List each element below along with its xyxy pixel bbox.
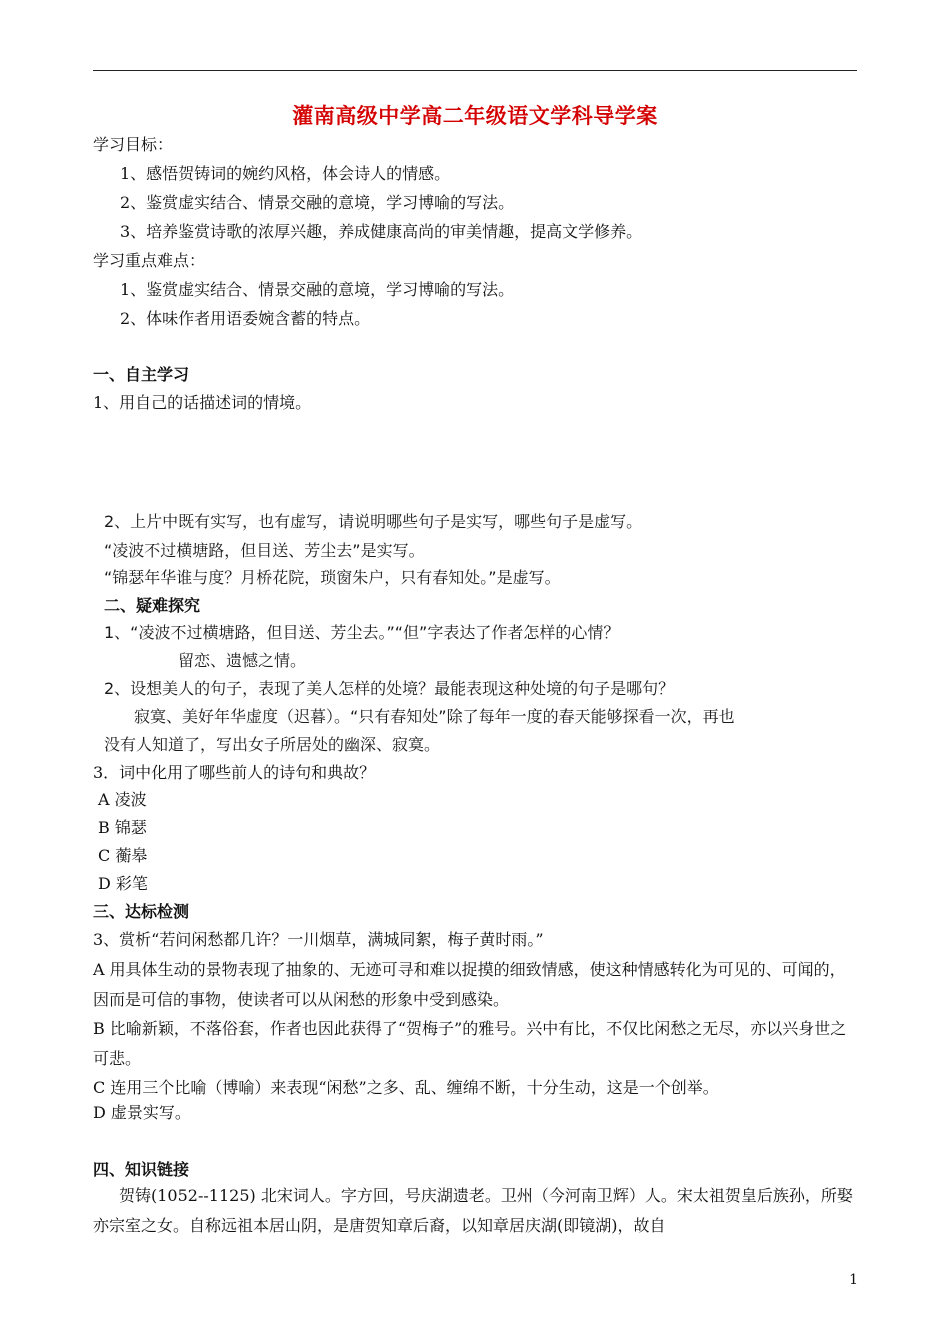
- section-3-answer-a: A 用具体生动的景物表现了抽象的、无迹可寻和难以捉摸的细致情感，使这种情感转化为可见的、可闻的，因而是可信的事物，使读者可以从闲愁的形象中受到感染。: [93, 960, 846, 1009]
- option-item: D 彩笔: [98, 874, 148, 893]
- key-points-label: 学习重点难点：: [93, 251, 206, 270]
- key-point-item: 2、体味作者用语委婉含蓄的特点。: [120, 309, 371, 328]
- section-2-answer-2b: 没有人知道了，写出女子所居处的幽深、寂寞。: [104, 735, 441, 754]
- option-item: C 蘅皋: [98, 846, 148, 865]
- section-2-question-2: 2、设想美人的句子，表现了美人怎样的处境？最能表现这种处境的句子是哪句？: [104, 679, 675, 698]
- section-1-heading: 一、自主学习: [93, 365, 190, 384]
- section-4-paragraph: 贺铸(1052--1125) 北宋词人。字方回，号庆湖遗老。卫州（今河南卫辉）人。宋太祖贺皇后族孙，所娶亦宗室之女。自称远祖本居山阴，是唐贺知章后裔，以知章居庆湖(即镜湖)，故自: [93, 1186, 853, 1235]
- section-3-answer-d: D 虚景实写。: [93, 1103, 191, 1122]
- section-3-answer-b: B 比喻新颖，不落俗套，作者也因此获得了“贺梅子”的雅号。兴中有比，不仅比闲愁之无尽，亦以兴身世之可悲。: [93, 1019, 847, 1068]
- section-2-answer-2a: 寂寞、美好年华虚度（迟暮）。“只有春知处”除了每年一度的春天能够探看一次，再也: [134, 707, 735, 726]
- goal-item: 2、鉴赏虚实结合、情景交融的意境，学习博喻的写法。: [120, 193, 515, 212]
- section-4-heading: 四、知识链接: [93, 1160, 190, 1179]
- goal-item: 1、感悟贺铸词的婉约风格，体会诗人的情感。: [120, 164, 451, 183]
- section-3-answer-c: C 连用三个比喻（博喻）来表现“闲愁”之多、乱、缠绵不断，十分生动，这是一个创举。: [93, 1078, 719, 1097]
- option-item: B 锦瑟: [98, 818, 147, 837]
- section-2-question-1: 1、“凌波不过横塘路，但目送、芳尘去。”“但”字表达了作者怎样的心情？: [104, 623, 620, 642]
- page-number: 1: [849, 1272, 858, 1288]
- goal-item: 3、培养鉴赏诗歌的浓厚兴趣，养成健康高尚的审美情趣，提高文学修养。: [120, 222, 643, 241]
- section-1-answer-2a: “凌波不过横塘路，但目送、芳尘去”是实写。: [104, 541, 425, 560]
- goals-label: 学习目标：: [93, 135, 174, 154]
- section-3-question: 3、赏析“若问闲愁都几许？一川烟草，满城同絮，梅子黄时雨。”: [93, 930, 544, 949]
- section-1-question-1: 1、用自己的话描述词的情境。: [93, 393, 312, 412]
- section-1-question-2: 2、上片中既有实写，也有虚写，请说明哪些句子是实写，哪些句子是虚写。: [104, 512, 643, 531]
- key-point-item: 1、鉴赏虚实结合、情景交融的意境，学习博喻的写法。: [120, 280, 515, 299]
- option-item: A 凌波: [98, 790, 147, 809]
- section-2-question-3: 3．词中化用了哪些前人的诗句和典故？: [93, 763, 376, 782]
- section-2-answer-1: 留恋、遗憾之情。: [178, 651, 307, 670]
- section-3-heading: 三、达标检测: [93, 902, 190, 921]
- header-rule: [93, 70, 857, 71]
- page-title: 灌南高级中学高二年级语文学科导学案: [292, 104, 658, 128]
- section-2-heading: 二、疑难探究: [104, 596, 201, 615]
- section-1-answer-2b: “锦瑟年华谁与度？月桥花院，琐窗朱户，只有春知处。”是虚写。: [104, 568, 561, 587]
